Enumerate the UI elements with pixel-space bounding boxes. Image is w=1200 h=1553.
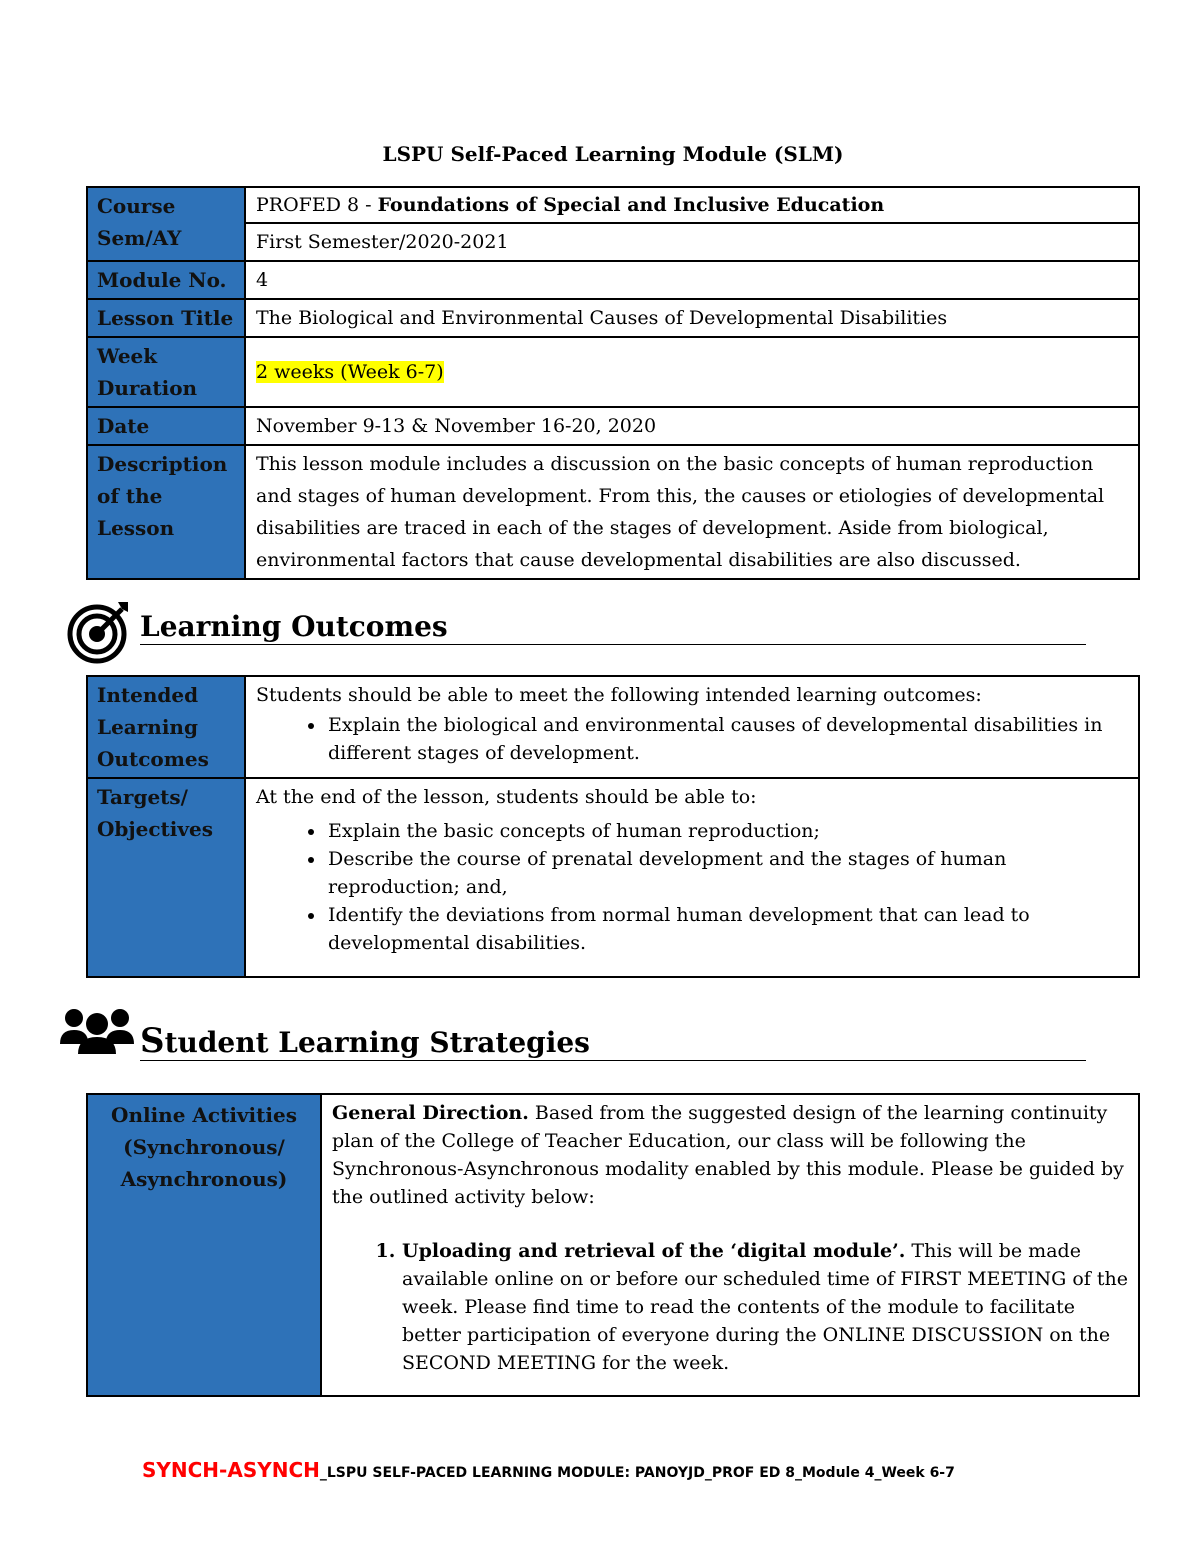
targets-label-line: Targets/ [97, 785, 188, 809]
document-title: LSPU Self-Paced Learning Module (SLM) [382, 142, 844, 166]
footer-text: _LSPU SELF-PACED LEARNING MODULE: PANOYJD_PROF ED 8_Module 4_Week 6-7 [319, 1465, 955, 1481]
description-label-cell [87, 445, 245, 579]
online-activities-label-line: Asynchronous) [120, 1167, 288, 1191]
online-activities-label-line: (Synchronous/ [123, 1135, 285, 1159]
table-row [87, 407, 1139, 445]
duration-value-cell [245, 337, 1139, 407]
module-label: Module No. [87, 261, 245, 299]
ilo-label-line: Learning [97, 715, 198, 739]
online-activities-label-cell [87, 1094, 321, 1396]
table-row [87, 337, 1139, 407]
course-value [246, 188, 1138, 224]
page-footer [142, 1458, 955, 1482]
strategies-heading-rest: tudent Learning Strategies [164, 1026, 590, 1059]
table-row [87, 778, 1139, 977]
table-row [87, 299, 1139, 337]
ilo-label-cell [87, 676, 245, 778]
targets-intro: At the end of the lesson, students should be able to: [256, 786, 757, 808]
sem-value: First Semester/2020-2021 [256, 231, 509, 253]
sem-label: Sem/AY [97, 226, 182, 250]
list-item: • Explain the basic concepts of human reproduction; [326, 817, 1128, 845]
general-direction [332, 1099, 1128, 1211]
course-prefix: PROFED 8 - [256, 194, 378, 216]
course-label: Course [97, 194, 176, 218]
course-info-table [86, 186, 1140, 580]
duration-value: 2 weeks (Week 6-7) [256, 361, 444, 383]
list-item: • Explain the biological and environmental causes of developmental disabilities in different stages of development. [326, 711, 1128, 767]
list-item [402, 1237, 1128, 1377]
description-label-line: Lesson [97, 516, 175, 540]
targets-label-cell [87, 778, 245, 977]
people-group-icon [58, 1004, 136, 1056]
ilo-label-line: Outcomes [97, 747, 209, 771]
course-sem-value-cell [245, 187, 1139, 261]
step-text: This will be made available online on or before our scheduled time of FIRST MEETING of the week. Please find time to read the contents of the module to facilitate better participation of everyone during the ONLINE DISCUSSION on the SECOND MEETING for the week. [402, 1240, 1128, 1374]
date-value: November 9-13 & November 16-20, 2020 [245, 407, 1139, 445]
ilo-list [256, 711, 1128, 767]
week-label: Week [97, 344, 158, 368]
description-label-line: Description [97, 452, 228, 476]
description-label-line: of the [97, 484, 163, 508]
table-row [87, 445, 1139, 579]
online-activities-label-line: Online Activities [111, 1103, 297, 1127]
targets-label-line: Objectives [97, 817, 213, 841]
targets-list [256, 817, 1128, 957]
lesson-title-label: Lesson Title [87, 299, 245, 337]
lesson-title-value: The Biological and Environmental Causes of Developmental Disabilities [245, 299, 1139, 337]
target-icon [66, 598, 132, 664]
list-item: • Describe the course of prenatal development and the stages of human reproduction; and, [326, 845, 1128, 901]
table-row [87, 676, 1139, 778]
ilo-value-cell [245, 676, 1139, 778]
step-bold: Uploading and retrieval of the ‘digital module’. [402, 1240, 906, 1262]
general-direction-text: Based from the suggested design of the learning continuity plan of the College of Teacher Education, our class will be following the Synchronous-Asynchronous modality enabled by this module. Please be guided by the outlined activity below: [332, 1102, 1124, 1208]
table-row [87, 1094, 1139, 1396]
list-item: • Identify the deviations from normal human development that can lead to developmental disabilities. [326, 901, 1128, 957]
table-row [87, 261, 1139, 299]
week-duration-label-cell [87, 337, 245, 407]
course-name: Foundations of Special and Inclusive Education [377, 194, 885, 216]
duration-label: Duration [97, 376, 198, 400]
strategies-table [86, 1093, 1140, 1397]
strategies-heading [140, 1021, 1086, 1061]
module-value: 4 [245, 261, 1139, 299]
targets-value-cell [245, 778, 1139, 977]
learning-outcomes-heading: Learning Outcomes [140, 610, 1086, 645]
course-sem-label-cell [87, 187, 245, 261]
learning-outcomes-table [86, 675, 1140, 978]
activity-steps [332, 1237, 1128, 1377]
description-value: This lesson module includes a discussion on the basic concepts of human reproduction and stages of human development. From this, the causes or etiologies of developmental disabilities are traced in each of the stages of development. Aside from biological, environmental factors that cause developmental disabilities are also discussed. [245, 445, 1139, 579]
ilo-label-line: Intended [97, 683, 199, 707]
table-row [87, 187, 1139, 261]
date-label: Date [87, 407, 245, 445]
footer-red-label: SYNCH-ASYNCH [142, 1458, 320, 1482]
general-direction-label: General Direction. [332, 1102, 529, 1124]
strategies-value-cell [321, 1094, 1139, 1396]
strategies-heading-initial: S [140, 1021, 165, 1061]
ilo-intro: Students should be able to meet the following intended learning outcomes: [256, 684, 982, 706]
